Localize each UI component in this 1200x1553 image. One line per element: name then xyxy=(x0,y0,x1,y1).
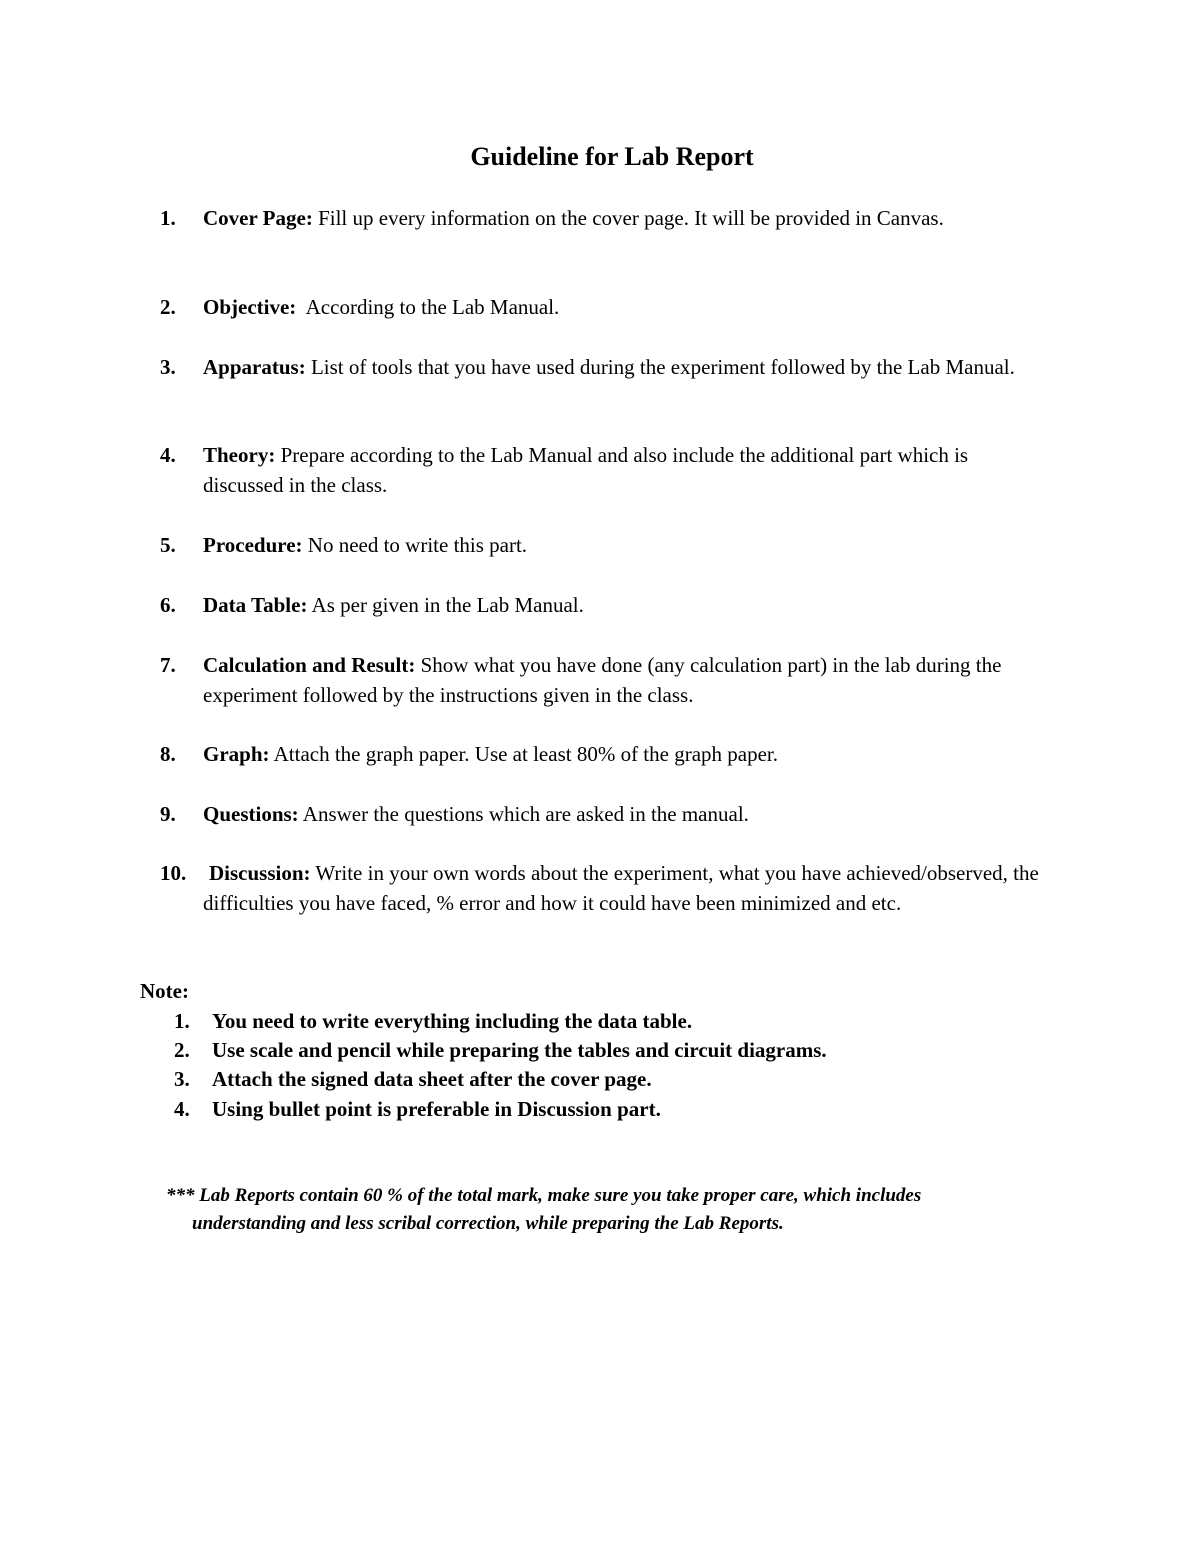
list-item-calculation xyxy=(160,650,1050,710)
item-number: 8. xyxy=(160,742,176,766)
item-text: Write in your own words about the experiment, what you have achieved/observed, the difficulties you have faced, % error and how it could have been minimized and etc. xyxy=(203,861,1039,915)
list-item-questions xyxy=(160,799,1050,829)
item-number: 5. xyxy=(160,533,176,557)
list-item-theory xyxy=(160,440,1050,500)
item-heading: Calculation and Result: xyxy=(203,653,416,677)
note-number: 1. xyxy=(174,1009,190,1033)
item-heading: Data Table: xyxy=(203,593,308,617)
footer-line-1: *** Lab Reports contain 60 % of the total mark, make sure you take proper care, which includes xyxy=(166,1185,922,1206)
list-item-cover-page xyxy=(160,203,1050,233)
item-number: 7. xyxy=(160,653,176,677)
note-label: Note: xyxy=(140,979,189,1003)
item-heading: Objective: xyxy=(203,295,297,319)
note-item xyxy=(174,1095,1074,1124)
item-text: Fill up every information on the cover page. It will be provided in Canvas. xyxy=(312,206,944,230)
item-number: 6. xyxy=(160,593,176,617)
item-heading: Graph: xyxy=(203,742,270,766)
item-heading: Discussion: xyxy=(209,861,311,885)
note-item xyxy=(174,1065,1074,1094)
note-item xyxy=(174,1007,1074,1036)
note-item xyxy=(174,1036,1074,1065)
note-number: 4. xyxy=(174,1097,190,1121)
item-text: List of tools that you have used during the experiment followed by the Lab Manual. xyxy=(305,355,1015,379)
item-text: No need to write this part. xyxy=(302,533,528,557)
item-number: 9. xyxy=(160,802,176,826)
item-number: 1. xyxy=(160,206,176,230)
item-text: Show what you have done (any calculation part) in the lab during the experiment followed by the instructions given in the class. xyxy=(203,653,1002,707)
item-number: 10. xyxy=(160,861,187,885)
list-item-graph xyxy=(160,739,1050,769)
item-text: According to the Lab Manual. xyxy=(296,295,560,319)
list-item-objective xyxy=(160,292,1050,322)
item-number: 4. xyxy=(160,443,176,467)
note-text: You need to write everything including the data table. xyxy=(212,1009,693,1033)
item-heading: Procedure: xyxy=(203,533,303,557)
item-heading: Cover Page: xyxy=(203,206,313,230)
list-item-discussion xyxy=(160,858,1050,918)
item-number: 3. xyxy=(160,355,176,379)
item-text: As per given in the Lab Manual. xyxy=(307,593,584,617)
note-text: Using bullet point is preferable in Discussion part. xyxy=(212,1097,661,1121)
item-number: 2. xyxy=(160,295,176,319)
list-item-procedure xyxy=(160,530,1050,560)
item-heading: Questions: xyxy=(203,802,299,826)
item-text: Prepare according to the Lab Manual and also include the additional part which is discussed in the class. xyxy=(203,443,969,497)
note-text: Use scale and pencil while preparing the tables and circuit diagrams. xyxy=(212,1038,827,1062)
item-heading: Theory: xyxy=(203,443,276,467)
note-number: 2. xyxy=(174,1038,190,1062)
footer-note xyxy=(166,1182,1046,1238)
item-heading: Apparatus: xyxy=(203,355,306,379)
list-item-apparatus xyxy=(160,352,1050,382)
note-number: 3. xyxy=(174,1067,190,1091)
document-title: Guideline for Lab Report xyxy=(470,142,754,171)
item-text: Answer the questions which are asked in the manual. xyxy=(298,802,749,826)
note-text: Attach the signed data sheet after the cover page. xyxy=(212,1067,652,1091)
footer-line-2: understanding and less scribal correction, while preparing the Lab Reports. xyxy=(192,1213,784,1234)
item-text: Attach the graph paper. Use at least 80% of the graph paper. xyxy=(269,742,779,766)
list-item-data-table xyxy=(160,590,1050,620)
